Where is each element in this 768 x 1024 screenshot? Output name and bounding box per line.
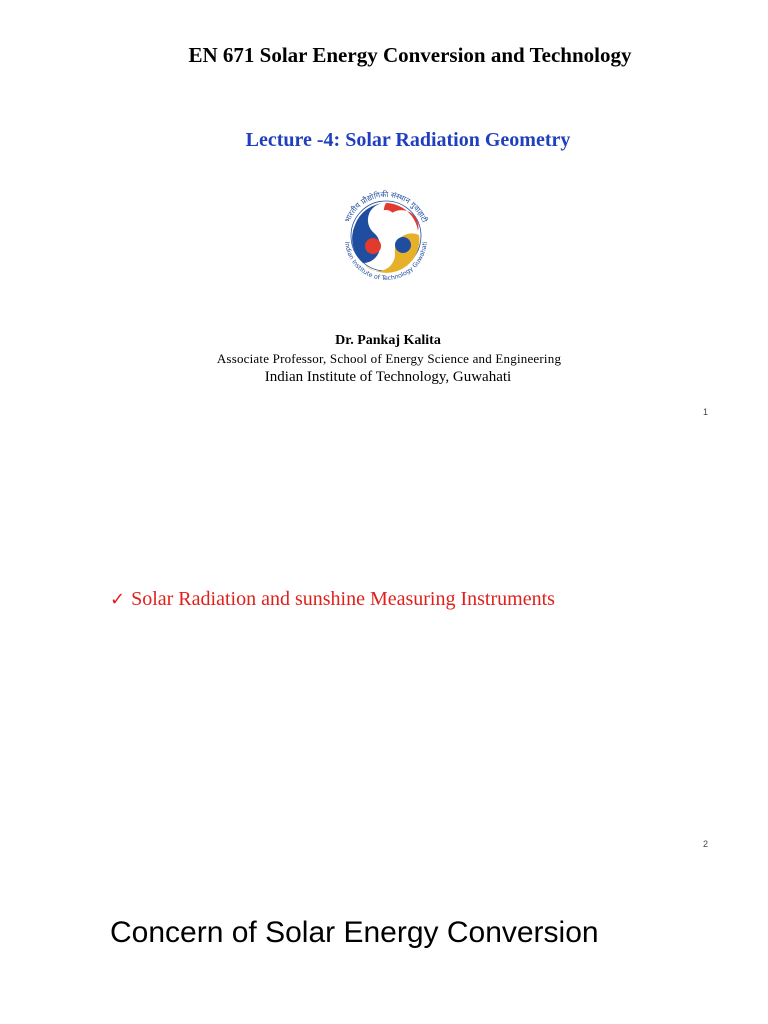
page-number: 2 [702,839,708,849]
logo-ring-text-top: भारतीय प्रौद्योगिकी संस्थान गुवाहाटी [342,189,430,224]
slide-2 [0,432,768,864]
course-title: EN 671 Solar Energy Conversion and Technology [188,43,632,67]
iit-guwahati-logo-icon [333,183,439,289]
slide-3 [0,864,768,1024]
bullet-item [110,588,555,611]
logo-ring-text-bottom: Indian Institute of Technology Guwahati [343,241,429,283]
lecture-title: Lecture -4: Solar Radiation Geometry [245,129,571,151]
checkmark-icon: ✓ [110,589,126,610]
author-position: Associate Professor, School of Energy Science and Engineering [216,351,562,366]
author-name: Dr. Pankaj Kalita [335,333,441,348]
slide-heading: Concern of Solar Energy Conversion [110,916,599,949]
slide-1 [0,0,768,432]
page-number: 1 [702,407,708,417]
bullet-text: Solar Radiation and sunshine Measuring Instruments [131,588,555,610]
author-institute: Indian Institute of Technology, Guwahati [264,369,512,385]
